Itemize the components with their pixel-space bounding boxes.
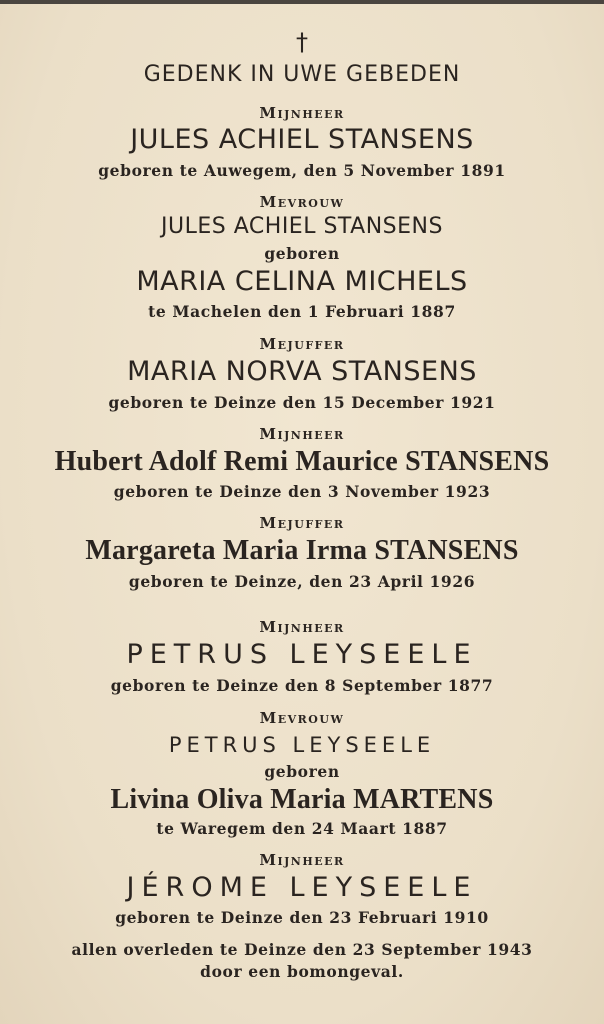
entry-title: Mejuffer [259,514,345,532]
entry-title: Mijnheer [259,425,345,443]
closing-line-1: allen overleden te Deinze den 23 September 1943 [71,940,533,959]
entry-born-label: geboren [264,244,340,263]
entry-name: PETRUS LEYSEELE [126,639,478,670]
entry-name: JULES ACHIEL STANSENS [130,124,474,155]
entry-name: Margareta Maria Irma STANSENS [85,535,519,566]
entry-birth: geboren te Deinze den 3 November 1923 [113,482,491,501]
entry-title: Mevrouw [259,193,345,211]
entry-title: Mijnheer [259,851,345,869]
top-border [0,0,604,4]
entry-birth: geboren te Deinze den 8 September 1877 [110,676,494,695]
entry-name: Hubert Adolf Remi Maurice STANSENS [54,446,550,477]
entry-name: Livina Oliva Maria MARTENS [110,784,494,815]
entry-born-label: geboren [264,762,340,781]
cross-icon: † [296,28,308,56]
entry-title: Mejuffer [259,335,345,353]
entry-title: Mevrouw [259,709,345,727]
entry-birth: geboren te Deinze, den 23 April 1926 [128,572,476,591]
entry-title: Mijnheer [259,104,345,122]
entry-name: MARIA NORVA STANSENS [127,356,477,387]
entry-title: Mijnheer [259,618,345,636]
entry-birth: geboren te Deinze den 15 December 1921 [108,393,496,412]
heading: GEDENK IN UWE GEBEDEN [143,62,461,87]
entry-birth: te Machelen den 1 Februari 1887 [148,302,456,321]
entry-spouse: PETRUS LEYSEELE [168,733,436,757]
entry-name: JÉROME LEYSEELE [126,872,478,903]
entry-name: MARIA CELINA MICHELS [136,266,468,297]
entry-birth: geboren te Auwegem, den 5 November 1891 [98,161,506,180]
entry-birth: te Waregem den 24 Maart 1887 [156,819,448,838]
entry-spouse: JULES ACHIEL STANSENS [161,214,443,239]
entry-birth: geboren te Deinze den 23 Februari 1910 [115,908,489,927]
closing-line-2: door een bomongeval. [200,962,404,981]
